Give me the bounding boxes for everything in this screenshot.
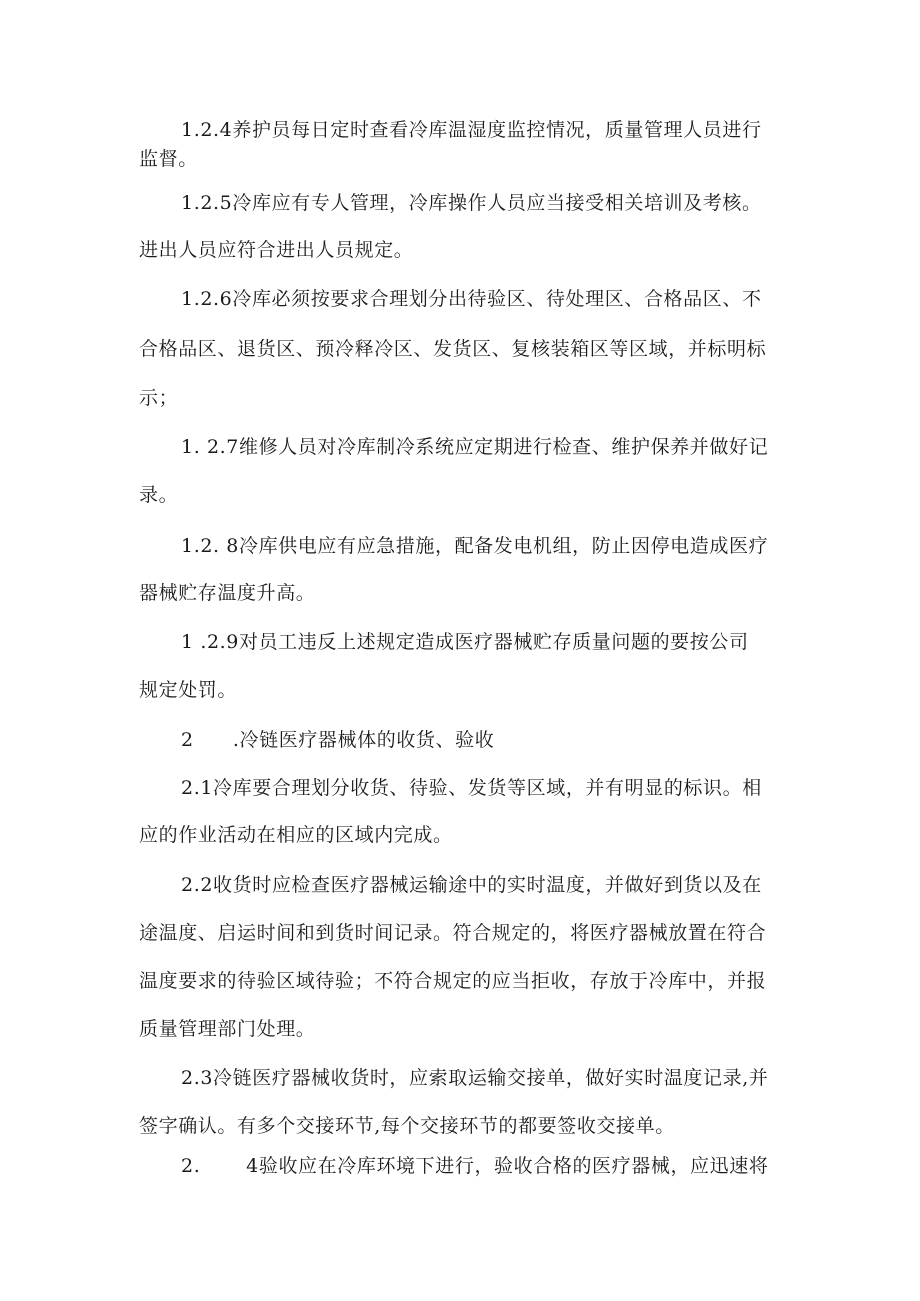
paragraph-1-2-5-line-2: 进出人员应符合进出人员规定。	[139, 239, 414, 261]
paragraph-2-1-line-2: 应的作业活动在相应的区域内完成。	[139, 824, 453, 846]
paragraph-1-2-4-line-2: 监督。	[139, 148, 198, 170]
paragraph-1-2-8-line-1: 1.2. 8冷库供电应有应急措施，配备发电机组，防止因停电造成医疗	[181, 535, 769, 557]
paragraph-1-2-9-line-2: 规定处罚。	[139, 679, 238, 701]
paragraph-2-2-line-3: 温度要求的待验区域待验；不符合规定的应当拒收，存放于冷库中，并报	[139, 970, 767, 992]
paragraph-2-1-line-1: 2.1冷库要合理划分收货、待验、发货等区域，并有明显的标识。相	[181, 777, 762, 799]
paragraph-1-2-6-line-1: 1.2.6冷库必须按要求合理划分出待验区、待处理区、合格品区、不	[181, 288, 762, 310]
section-2-heading: 2 .冷链医疗器械体的收货、验收	[181, 729, 495, 751]
paragraph-2-3-line-2: 签字确认。有多个交接环节,每个交接环节的都要签收交接单。	[139, 1115, 675, 1137]
paragraph-2-3-line-1: 2.3冷链医疗器械收货时，应索取运输交接单，做好实时温度记录,并	[181, 1067, 769, 1089]
paragraph-1-2-5-line-1: 1.2.5冷库应有专人管理，冷库操作人员应当接受相关培训及考核。	[181, 192, 762, 214]
paragraph-2-2-line-1: 2.2收货时应检查医疗器械运输途中的实时温度，并做好到货以及在	[181, 874, 762, 896]
paragraph-1-2-6-line-3: 示；	[139, 387, 179, 409]
paragraph-1-2-4-line-1: 1.2.4养护员每日定时查看冷库温湿度监控情况，质量管理人员进行	[181, 119, 762, 141]
paragraph-1-2-8-line-2: 器械贮存温度升高。	[139, 582, 316, 604]
paragraph-2-2-line-2: 途温度、启运时间和到货时间记录。符合规定的，将医疗器械放置在符合	[139, 922, 767, 944]
paragraph-2-2-line-4: 质量管理部门处理。	[139, 1018, 316, 1040]
paragraph-1-2-7-line-2: 录。	[139, 484, 179, 506]
paragraph-1-2-7-line-1: 1. 2.7维修人员对冷库制冷系统应定期进行检查、维护保养并做好记	[181, 436, 769, 458]
paragraph-1-2-9-line-1: 1 .2.9对员工违反上述规定造成医疗器械贮存质量问题的要按公司	[181, 631, 749, 653]
paragraph-2-4-line-1: 2. 4验收应在冷库环境下进行，验收合格的医疗器械，应迅速将	[181, 1155, 769, 1177]
paragraph-1-2-6-line-2: 合格品区、退货区、预冷释冷区、发货区、复核装箱区等区域，并标明标	[139, 338, 767, 360]
